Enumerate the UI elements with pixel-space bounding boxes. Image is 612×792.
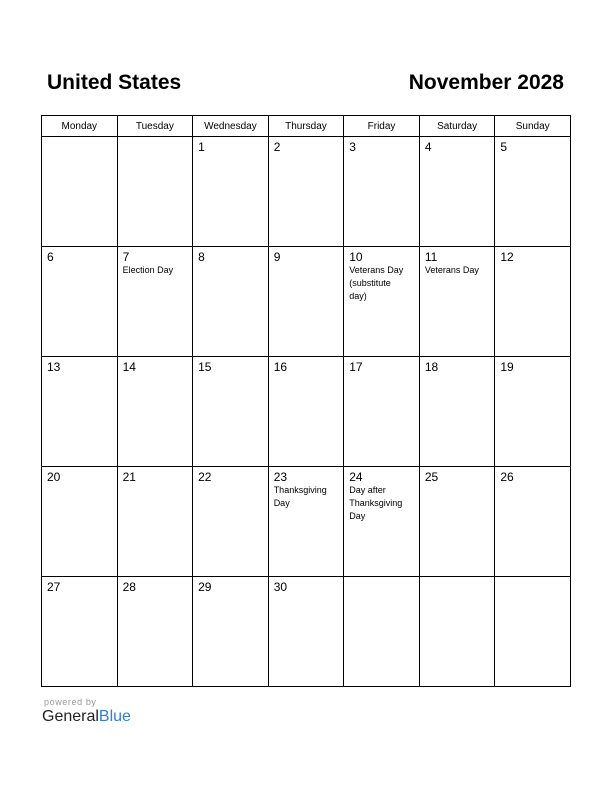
day-number: 1 (198, 140, 205, 154)
day-number: 21 (122, 470, 136, 484)
week-row (42, 357, 571, 467)
holiday-label: Election Day (122, 265, 174, 275)
day-number: 27 (47, 580, 61, 594)
day-number: 10 (349, 250, 363, 264)
day-cell[interactable] (268, 357, 344, 467)
country-title: United States (47, 71, 182, 94)
day-number: 30 (273, 580, 288, 594)
weekday-header: Monday (42, 116, 118, 137)
day-number: 23 (273, 470, 288, 484)
day-number: 5 (500, 140, 508, 154)
holiday-label: Veterans Day (349, 265, 404, 275)
day-cell (117, 137, 193, 247)
calendar-grid (41, 115, 571, 687)
day-number: 12 (500, 250, 514, 264)
day-number: 24 (349, 470, 363, 484)
day-cell[interactable] (268, 137, 344, 247)
day-cell[interactable] (42, 467, 118, 577)
day-cell[interactable] (193, 357, 269, 467)
weekday-header: Thursday (268, 116, 344, 137)
week-row (42, 247, 571, 357)
week-row (42, 137, 571, 247)
day-cell[interactable] (117, 247, 193, 357)
day-number: 22 (198, 470, 212, 484)
holiday-label: (substitute (349, 278, 391, 288)
day-cell[interactable] (117, 467, 193, 577)
holiday-label: Day (349, 511, 366, 521)
day-number: 14 (122, 360, 136, 374)
day-cell[interactable] (117, 357, 193, 467)
day-number: 19 (500, 360, 514, 374)
holiday-label: Thanksgiving (349, 498, 403, 508)
holiday-label: Thanksgiving (273, 485, 327, 495)
day-number: 29 (198, 580, 212, 594)
day-cell[interactable] (117, 577, 193, 687)
generalblue-logo[interactable] (42, 708, 131, 726)
day-cell[interactable] (495, 247, 571, 357)
day-cell[interactable] (344, 137, 420, 247)
week-row (42, 577, 571, 687)
day-cell[interactable] (193, 577, 269, 687)
day-cell[interactable] (344, 467, 420, 577)
day-cell[interactable] (193, 137, 269, 247)
weekday-header-row (42, 116, 571, 137)
day-number: 2 (273, 140, 281, 154)
holiday-label: Day after (349, 485, 386, 495)
day-number: 15 (198, 360, 212, 374)
day-cell (42, 137, 118, 247)
weekday-header: Tuesday (117, 116, 193, 137)
day-cell[interactable] (419, 467, 495, 577)
day-cell[interactable] (419, 357, 495, 467)
day-cell[interactable] (193, 467, 269, 577)
day-cell[interactable] (42, 247, 118, 357)
day-cell[interactable] (419, 247, 495, 357)
day-cell (344, 577, 420, 687)
day-cell[interactable] (419, 137, 495, 247)
day-number: 16 (273, 360, 288, 374)
powered-by-label: powered by (44, 697, 97, 707)
day-number: 11 (424, 250, 438, 264)
day-cell[interactable] (42, 577, 118, 687)
day-cell (419, 577, 495, 687)
day-number: 8 (198, 250, 205, 264)
holiday-label: day) (349, 291, 367, 301)
day-cell[interactable] (495, 467, 571, 577)
day-cell[interactable] (193, 247, 269, 357)
weekday-header: Friday (344, 116, 420, 137)
weekday-header: Saturday (419, 116, 495, 137)
day-number: 20 (47, 470, 61, 484)
day-number: 3 (349, 140, 356, 154)
day-number: 7 (122, 250, 130, 264)
day-number: 18 (424, 360, 439, 374)
day-cell (495, 577, 571, 687)
day-number: 9 (273, 250, 281, 264)
month-year-title: November 2028 (408, 71, 564, 94)
day-number: 4 (424, 140, 432, 154)
day-cell[interactable] (268, 467, 344, 577)
day-number: 13 (47, 360, 61, 374)
weekday-header: Sunday (495, 116, 571, 137)
day-cell[interactable] (344, 247, 420, 357)
day-number: 6 (47, 250, 54, 264)
day-number: 28 (122, 580, 136, 594)
week-row (42, 467, 571, 577)
day-cell[interactable] (495, 357, 571, 467)
brand-blue-text: Blue (98, 708, 131, 725)
holiday-label: Veterans Day (424, 265, 479, 275)
day-number: 25 (424, 470, 439, 484)
day-cell[interactable] (42, 357, 118, 467)
holiday-label: Day (273, 498, 290, 508)
brand-general-text: General (42, 708, 99, 725)
day-cell[interactable] (344, 357, 420, 467)
day-cell[interactable] (268, 247, 344, 357)
day-number: 26 (500, 470, 514, 484)
day-cell[interactable] (268, 577, 344, 687)
calendar-body (42, 137, 571, 687)
day-number: 17 (349, 360, 363, 374)
day-cell[interactable] (495, 137, 571, 247)
weekday-header: Wednesday (193, 116, 269, 137)
